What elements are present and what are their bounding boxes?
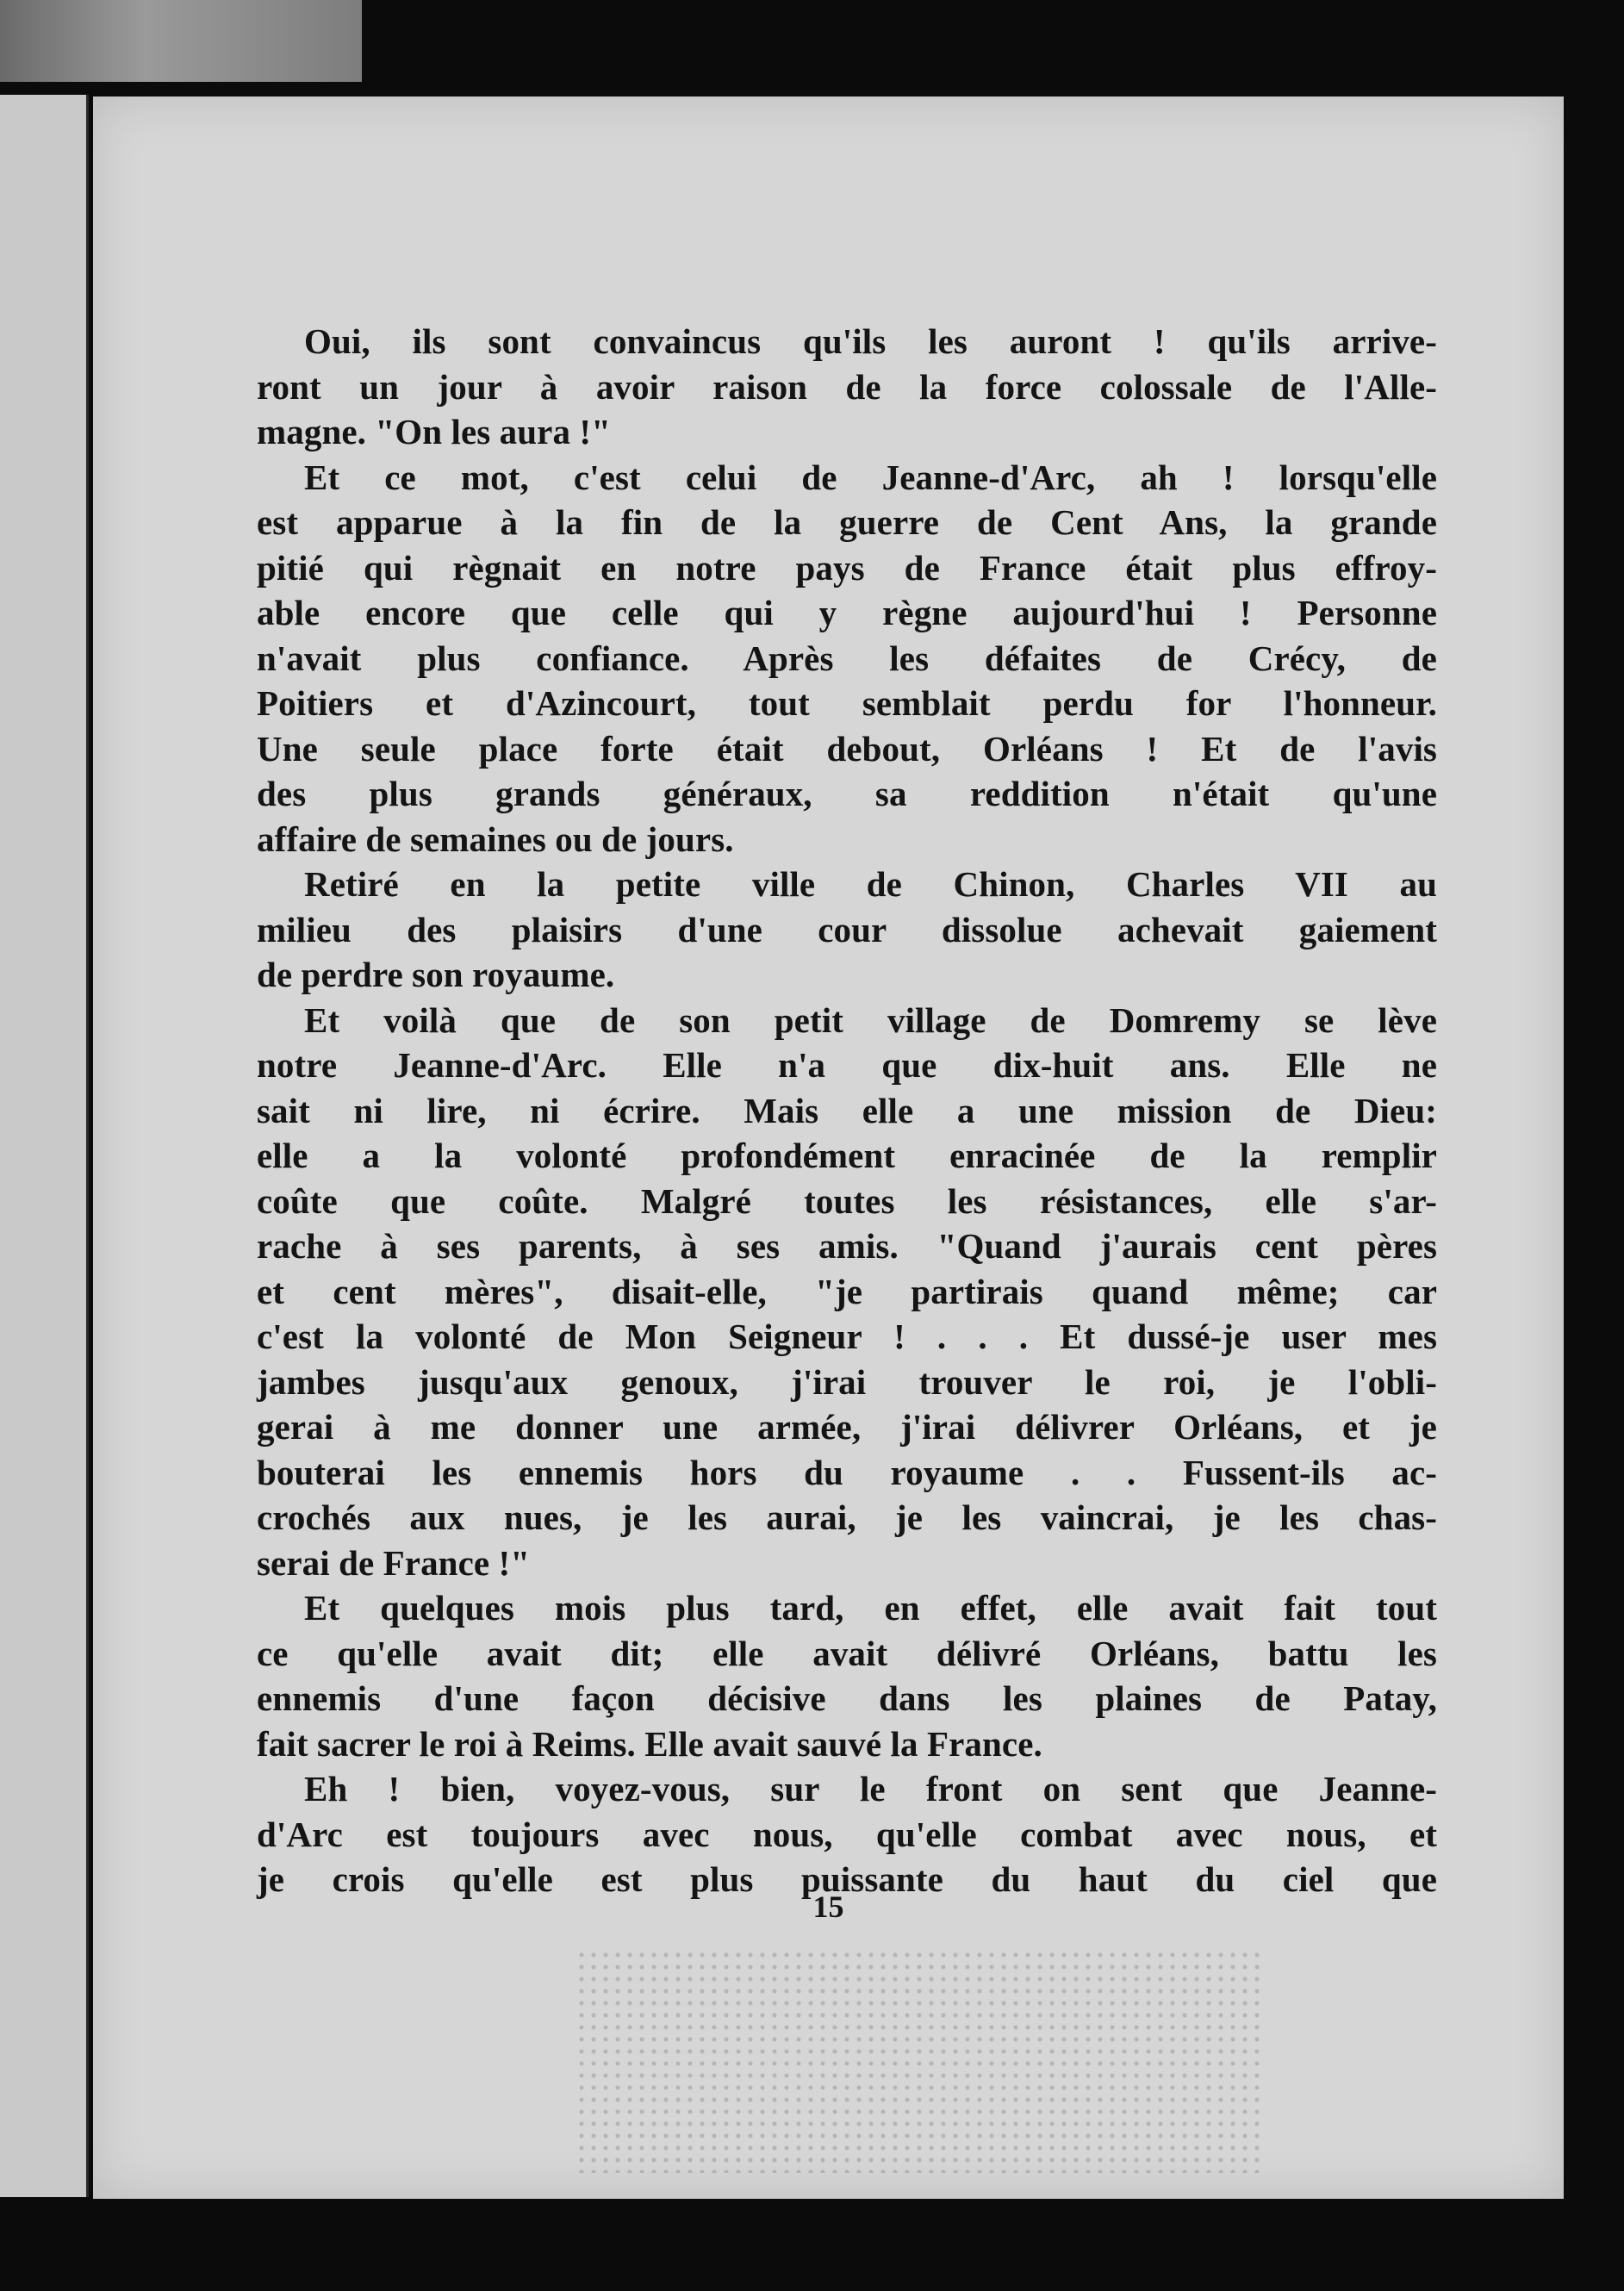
text-line: able encore que celle qui y règne aujourd'hui ! Personne	[257, 593, 1437, 632]
text-line: serai de France !"	[257, 1542, 531, 1583]
microfilm-edge	[0, 0, 362, 82]
text-line: est apparue à la fin de la guerre de Cent Ans, la grande	[257, 502, 1437, 542]
text-line: coûte que coûte. Malgré toutes les résistances, elle s'ar-	[257, 1180, 1437, 1221]
text-line: n'avait plus confiance. Après les défaites de Crécy, de	[257, 638, 1437, 678]
text-line: notre Jeanne-d'Arc. Elle n'a que dix-huit ans. Elle ne	[257, 1045, 1437, 1085]
text-line: elle a la volonté profondément enracinée de la remplir	[257, 1136, 1437, 1175]
text-line: crochés aux nues, je les aurai, je les vaincrai, je les chas-	[257, 1497, 1437, 1537]
text-line: rache à ses parents, à ses amis. "Quand j'aurais cent pères	[257, 1226, 1437, 1266]
text-line: bouterai les ennemis hors du royaume . . Fussent-ils ac-	[257, 1452, 1437, 1492]
text-line: de perdre son royaume.	[257, 955, 615, 994]
text-line: ront un jour à avoir raison de la force colossale de l'Alle-	[257, 366, 1437, 407]
text-line: ennemis d'une façon décisive dans les plaines de Patay,	[257, 1678, 1437, 1718]
text-line: des plus grands généraux, sa reddition n'était qu'une	[257, 774, 1437, 813]
text-line: ce qu'elle avait dit; elle avait délivré Orléans, battu les	[257, 1633, 1437, 1673]
text-line: Eh ! bien, voyez-vous, sur le front on sent que Jeanne-	[304, 1769, 1437, 1809]
text-line: Une seule place forte était debout, Orléans ! Et de l'avis	[257, 728, 1437, 769]
text-line: jambes jusqu'aux genoux, j'irai trouver le roi, je l'obli-	[257, 1361, 1437, 1402]
text-line: magne. "On les aura !"	[257, 412, 612, 451]
text-line: Retiré en la petite ville de Chinon, Charles VII au	[304, 864, 1437, 904]
facing-page-edge	[0, 95, 89, 2197]
text-line: et cent mères", disait-elle, "je partirais quand même; car	[257, 1271, 1437, 1311]
scanned-page	[93, 96, 1564, 2199]
text-line: je crois qu'elle est plus puissante du haut du ciel que	[257, 1859, 1437, 1899]
text-line: fait sacrer le roi à Reims. Elle avait sauvé la France.	[257, 1723, 1042, 1764]
text-line: Et quelques mois plus tard, en effet, elle avait fait tout	[304, 1588, 1437, 1628]
text-line: Et voilà que de son petit village de Domremy se lève	[304, 999, 1437, 1040]
text-line: milieu des plaisirs d'une cour dissolue achevait gaiement	[257, 909, 1437, 949]
body-text	[257, 319, 1437, 1902]
text-line: c'est la volonté de Mon Seigneur ! . . . Et dussé-je user mes	[257, 1317, 1437, 1356]
text-line: Et ce mot, c'est celui de Jeanne-d'Arc, ah ! lorsqu'elle	[304, 457, 1437, 497]
text-line: sait ni lire, ni écrire. Mais elle a une mission de Dieu:	[257, 1090, 1437, 1130]
text-line: gerai à me donner une armée, j'irai délivrer Orléans, et je	[257, 1407, 1437, 1447]
text-line: pitié qui règnait en notre pays de France était plus effroy-	[257, 547, 1437, 588]
text-line: d'Arc est toujours avec nous, qu'elle combat avec nous, et	[257, 1814, 1437, 1854]
text-line: affaire de semaines ou de jours.	[257, 819, 734, 859]
text-line: Poitiers et d'Azincourt, tout semblait perdu for l'honneur.	[257, 683, 1437, 723]
page-number: 15	[812, 1889, 844, 1924]
perforated-library-stamp	[576, 1949, 1265, 2173]
text-line: Oui, ils sont convaincus qu'ils les auront ! qu'ils arrive-	[304, 321, 1437, 361]
